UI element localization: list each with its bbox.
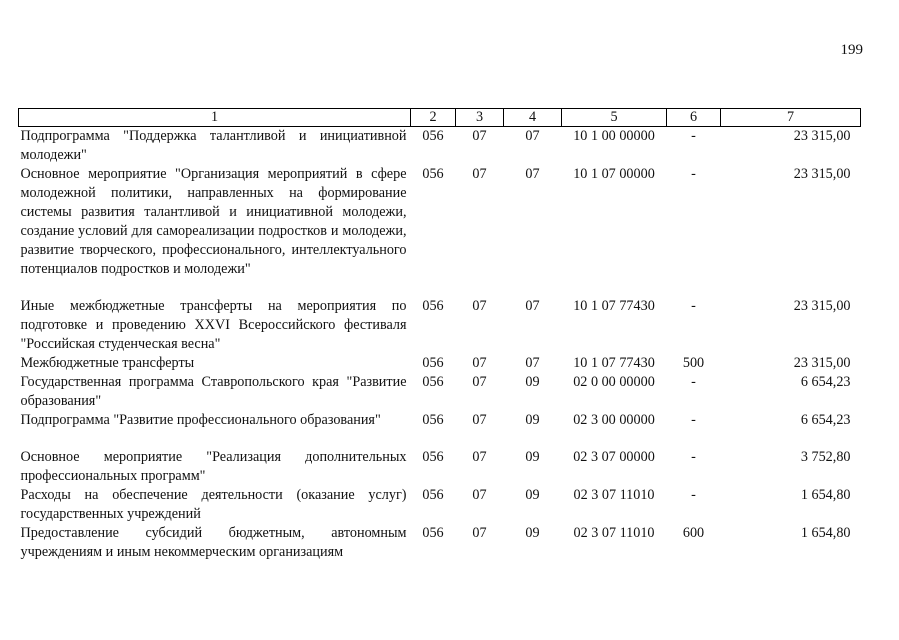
row-code-2: 056	[422, 412, 444, 428]
row-code-5: 10 1 07 00000	[573, 166, 655, 182]
table-row	[19, 448, 861, 486]
row-code-6: -	[691, 374, 696, 390]
row-code-3: 07	[472, 355, 487, 371]
table-row	[19, 354, 861, 373]
row-amount: 23 315,00	[793, 128, 851, 144]
row-code-3: 07	[472, 525, 487, 541]
table-row	[19, 524, 861, 562]
row-code-6: -	[691, 128, 696, 144]
row-code-6: -	[691, 412, 696, 428]
header-cell-3: 3	[456, 109, 504, 127]
row-code-2: 056	[422, 374, 444, 390]
row-code-3: 07	[472, 128, 487, 144]
row-code-5: 02 3 07 00000	[573, 449, 655, 465]
row-name: Подпрограмма "Поддержка талантливой и инициативной молодежи"	[20, 128, 407, 163]
row-code-3: 07	[472, 449, 487, 465]
spacer-cell	[19, 430, 861, 448]
row-amount: 1 654,80	[800, 525, 851, 541]
header-cell-1: 1	[19, 109, 411, 127]
row-code-2: 056	[422, 298, 444, 314]
row-code-3: 07	[472, 166, 487, 182]
header-cell-4: 4	[504, 109, 562, 127]
row-code-3: 07	[472, 487, 487, 503]
row-name: Расходы на обеспечение деятельности (оказание услуг) государственных учреждений	[20, 487, 407, 522]
row-amount: 23 315,00	[793, 166, 851, 182]
row-code-6: -	[691, 487, 696, 503]
table-row	[19, 165, 861, 279]
row-code-2: 056	[422, 128, 444, 144]
row-code-5: 02 0 00 00000	[573, 374, 655, 390]
row-amount: 6 654,23	[800, 412, 851, 428]
row-amount: 23 315,00	[793, 298, 851, 314]
row-name: Предоставление субсидий бюджетным, автономным учреждениям и иным некоммерческим организациям	[20, 525, 407, 560]
budget-table	[18, 108, 861, 562]
table-row	[19, 411, 861, 430]
row-amount: 3 752,80	[800, 449, 851, 465]
row-code-4: 09	[525, 449, 540, 465]
row-code-6: 500	[682, 355, 705, 371]
row-amount: 23 315,00	[793, 355, 851, 371]
row-spacer	[19, 279, 861, 297]
row-code-6: 600	[682, 525, 705, 541]
header-cell-2: 2	[411, 109, 456, 127]
table-row	[19, 297, 861, 354]
row-code-3: 07	[472, 374, 487, 390]
row-code-4: 07	[525, 355, 540, 371]
row-code-3: 07	[472, 298, 487, 314]
row-code-6: -	[691, 298, 696, 314]
row-code-2: 056	[422, 355, 444, 371]
row-name: Основное мероприятие "Реализация дополнительных профессиональных программ"	[20, 449, 407, 484]
row-amount: 1 654,80	[800, 487, 851, 503]
header-row	[19, 109, 861, 127]
row-name: Межбюджетные трансферты	[20, 355, 195, 371]
row-name: Иные межбюджетные трансферты на мероприятия по подготовке и проведению XXVI Всероссийского фестиваля "Российская студенческая весна"	[20, 298, 407, 352]
row-code-4: 09	[525, 412, 540, 428]
row-code-2: 056	[422, 449, 444, 465]
table-row	[19, 127, 861, 166]
row-code-4: 07	[525, 298, 540, 314]
row-code-5: 02 3 07 11010	[573, 525, 655, 541]
row-code-5: 10 1 00 00000	[573, 128, 655, 144]
spacer-cell	[19, 279, 861, 297]
row-code-4: 09	[525, 374, 540, 390]
row-code-2: 056	[422, 487, 444, 503]
table-row	[19, 373, 861, 411]
page-number: 199	[840, 42, 863, 58]
row-code-5: 02 3 07 11010	[573, 487, 655, 503]
row-code-5: 02 3 00 00000	[573, 412, 655, 428]
row-code-5: 10 1 07 77430	[573, 298, 655, 314]
row-code-6: -	[691, 166, 696, 182]
row-code-3: 07	[472, 412, 487, 428]
row-code-2: 056	[422, 525, 444, 541]
row-name: Подпрограмма "Развитие профессионального образования"	[20, 412, 381, 428]
row-code-4: 07	[525, 166, 540, 182]
row-spacer	[19, 430, 861, 448]
table-row	[19, 486, 861, 524]
row-code-2: 056	[422, 166, 444, 182]
header-cell-6: 6	[667, 109, 721, 127]
row-name: Государственная программа Ставропольского края "Развитие образования"	[20, 374, 407, 409]
header-cell-7: 7	[721, 109, 861, 127]
row-code-5: 10 1 07 77430	[573, 355, 655, 371]
row-code-6: -	[691, 449, 696, 465]
row-name: Основное мероприятие "Организация мероприятий в сфере молодежной политики, направленных на формирование системы развития талантливой и инициативной молодежи, создание условий для самореализации подростков и молодежи, развитие творческого, профессионального, интеллектуального потенциалов подростков и молодежи"	[20, 166, 407, 277]
header-cell-5: 5	[562, 109, 667, 127]
row-code-4: 09	[525, 487, 540, 503]
row-code-4: 07	[525, 128, 540, 144]
row-code-4: 09	[525, 525, 540, 541]
row-amount: 6 654,23	[800, 374, 851, 390]
